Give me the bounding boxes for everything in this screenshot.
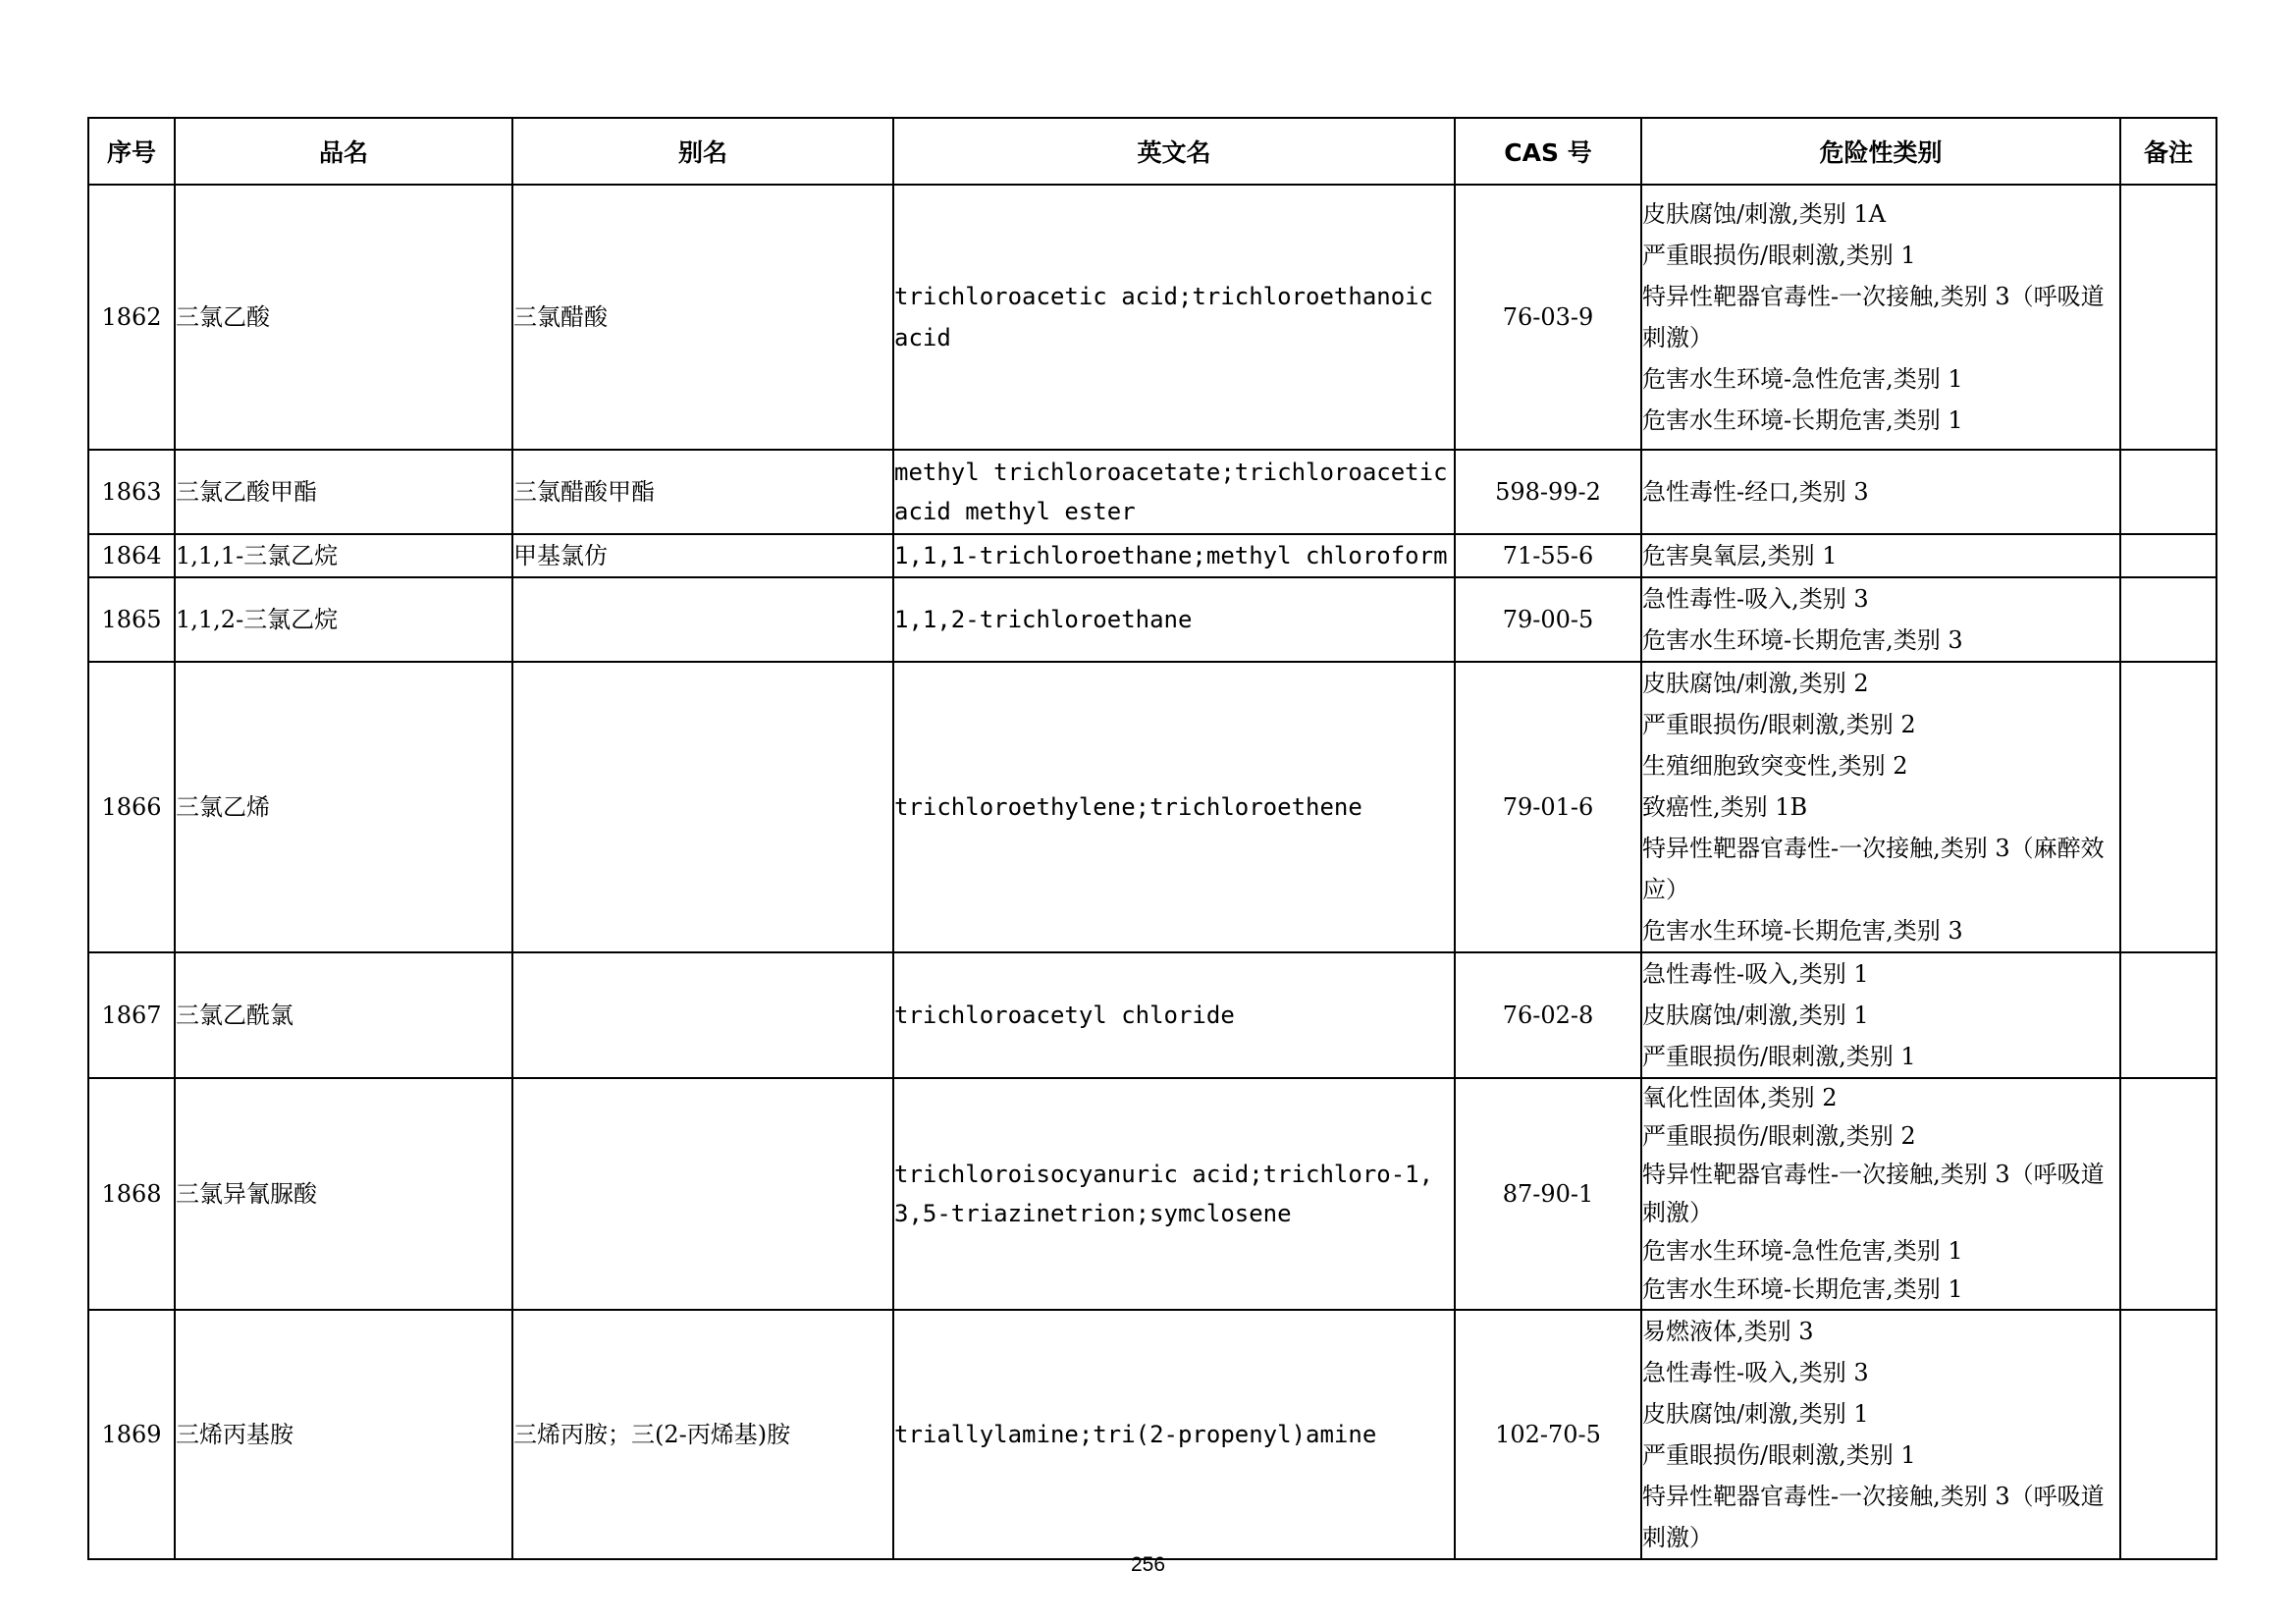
note-cell xyxy=(2120,1310,2216,1559)
alias-cell: 三氯醋酸 xyxy=(512,185,893,450)
hazard-item: 危害水生环境-长期危害,类别 3 xyxy=(1642,626,1963,654)
header-hazard-class: 危险性类别 xyxy=(1641,118,2120,185)
seq-cell: 1864 xyxy=(88,534,175,577)
hazard-cell xyxy=(1641,952,2120,1078)
seq-cell: 1862 xyxy=(88,185,175,450)
cas-cell: 71-55-6 xyxy=(1455,534,1641,577)
seq-cell: 1865 xyxy=(88,577,175,662)
table-row xyxy=(88,1310,2216,1559)
hazard-item: 危害水生环境-长期危害,类别 1 xyxy=(1642,1275,1963,1303)
hazard-item: 易燃液体,类别 3 xyxy=(1642,1318,1814,1345)
alias-cell xyxy=(512,662,893,952)
hazard-item: 特异性靶器官毒性-一次接触,类别 3（呼吸道刺激） xyxy=(1642,1483,2105,1551)
hazard-item: 急性毒性-吸入,类别 3 xyxy=(1642,585,1869,613)
note-cell xyxy=(2120,450,2216,534)
name-cell: 1,1,2-三氯乙烷 xyxy=(175,577,512,662)
cas-cell: 102-70-5 xyxy=(1455,1310,1641,1559)
seq-cell: 1868 xyxy=(88,1078,175,1310)
hazard-item: 急性毒性-吸入,类别 1 xyxy=(1642,960,1869,988)
hazard-item: 危害水生环境-急性危害,类别 1 xyxy=(1642,1237,1963,1265)
english-name-cell: 1,1,1-trichloroethane;methyl chloroform xyxy=(893,534,1455,577)
hazard-item: 急性毒性-经口,类别 3 xyxy=(1642,478,1869,506)
name-cell: 三氯乙酸甲酯 xyxy=(175,450,512,534)
alias-cell xyxy=(512,577,893,662)
table-row xyxy=(88,577,2216,662)
header-name: 品名 xyxy=(175,118,512,185)
hazard-item: 皮肤腐蚀/刺激,类别 1 xyxy=(1642,1400,1869,1428)
table-row xyxy=(88,450,2216,534)
hazard-item: 皮肤腐蚀/刺激,类别 1A xyxy=(1642,200,1886,228)
seq-cell: 1869 xyxy=(88,1310,175,1559)
hazard-item: 危害水生环境-长期危害,类别 3 xyxy=(1642,917,1963,945)
table-row xyxy=(88,1078,2216,1310)
name-cell: 三氯乙酸 xyxy=(175,185,512,450)
english-name-cell: trichloroisocyanuric acid;trichloro-1,3,5-triazinetrion;symclosene xyxy=(893,1078,1455,1310)
name-cell: 1,1,1-三氯乙烷 xyxy=(175,534,512,577)
table-row xyxy=(88,952,2216,1078)
header-row xyxy=(88,118,2216,185)
alias-cell xyxy=(512,1078,893,1310)
table-row xyxy=(88,662,2216,952)
alias-cell xyxy=(512,952,893,1078)
cas-cell: 79-00-5 xyxy=(1455,577,1641,662)
seq-cell: 1867 xyxy=(88,952,175,1078)
cas-cell: 79-01-6 xyxy=(1455,662,1641,952)
cas-cell: 76-03-9 xyxy=(1455,185,1641,450)
hazard-cell xyxy=(1641,534,2120,577)
cas-cell: 87-90-1 xyxy=(1455,1078,1641,1310)
english-name-cell: 1,1,2-trichloroethane xyxy=(893,577,1455,662)
hazard-item: 严重眼损伤/眼刺激,类别 1 xyxy=(1642,1043,1916,1070)
name-cell: 三氯乙烯 xyxy=(175,662,512,952)
english-name-cell: trichloroacetyl chloride xyxy=(893,952,1455,1078)
hazard-item: 特异性靶器官毒性-一次接触,类别 3（麻醉效应） xyxy=(1642,835,2105,903)
note-cell xyxy=(2120,185,2216,450)
hazard-item: 危害水生环境-长期危害,类别 1 xyxy=(1642,406,1963,434)
hazard-cell xyxy=(1641,662,2120,952)
hazard-cell xyxy=(1641,185,2120,450)
hazard-item: 危害水生环境-急性危害,类别 1 xyxy=(1642,365,1963,393)
table-row xyxy=(88,185,2216,450)
hazard-item: 特异性靶器官毒性-一次接触,类别 3（呼吸道刺激） xyxy=(1642,1161,2105,1226)
note-cell xyxy=(2120,1078,2216,1310)
cas-cell: 598-99-2 xyxy=(1455,450,1641,534)
note-cell xyxy=(2120,662,2216,952)
alias-cell: 甲基氯仿 xyxy=(512,534,893,577)
name-cell: 三氯乙酰氯 xyxy=(175,952,512,1078)
seq-cell: 1863 xyxy=(88,450,175,534)
cas-cell: 76-02-8 xyxy=(1455,952,1641,1078)
english-name-cell: triallylamine;tri(2-propenyl)amine xyxy=(893,1310,1455,1559)
hazard-item: 生殖细胞致突变性,类别 2 xyxy=(1642,752,1908,780)
hazard-cell xyxy=(1641,577,2120,662)
hazard-item: 严重眼损伤/眼刺激,类别 1 xyxy=(1642,1441,1916,1469)
header-note: 备注 xyxy=(2120,118,2216,185)
chemical-registry-table xyxy=(87,117,2217,1560)
table-row xyxy=(88,534,2216,577)
english-name-cell: methyl trichloroacetate;trichloroacetic acid methyl ester xyxy=(893,450,1455,534)
alias-cell: 三烯丙胺；三(2-丙烯基)胺 xyxy=(512,1310,893,1559)
header-alias: 别名 xyxy=(512,118,893,185)
header-english-name: 英文名 xyxy=(893,118,1455,185)
hazard-item: 皮肤腐蚀/刺激,类别 1 xyxy=(1642,1001,1869,1029)
hazard-cell xyxy=(1641,1078,2120,1310)
hazard-item: 严重眼损伤/眼刺激,类别 1 xyxy=(1642,242,1916,269)
hazard-cell xyxy=(1641,1310,2120,1559)
hazard-item: 致癌性,类别 1B xyxy=(1642,793,1808,821)
header-seq: 序号 xyxy=(88,118,175,185)
alias-cell: 三氯醋酸甲酯 xyxy=(512,450,893,534)
hazard-cell xyxy=(1641,450,2120,534)
header-cas: CAS 号 xyxy=(1455,118,1641,185)
page-number: 256 xyxy=(1130,1553,1166,1576)
hazard-item: 皮肤腐蚀/刺激,类别 2 xyxy=(1642,670,1869,697)
hazard-item: 氧化性固体,类别 2 xyxy=(1642,1084,1838,1111)
name-cell: 三氯异氰脲酸 xyxy=(175,1078,512,1310)
note-cell xyxy=(2120,952,2216,1078)
seq-cell: 1866 xyxy=(88,662,175,952)
name-cell: 三烯丙基胺 xyxy=(175,1310,512,1559)
english-name-cell: trichloroacetic acid;trichloroethanoic acid xyxy=(893,185,1455,450)
hazard-item: 急性毒性-吸入,类别 3 xyxy=(1642,1359,1869,1386)
english-name-cell: trichloroethylene;trichloroethene xyxy=(893,662,1455,952)
hazard-item: 危害臭氧层,类别 1 xyxy=(1642,542,1838,569)
hazard-item: 严重眼损伤/眼刺激,类别 2 xyxy=(1642,711,1916,738)
note-cell xyxy=(2120,577,2216,662)
note-cell xyxy=(2120,534,2216,577)
hazard-item: 严重眼损伤/眼刺激,类别 2 xyxy=(1642,1122,1916,1150)
hazard-item: 特异性靶器官毒性-一次接触,类别 3（呼吸道刺激） xyxy=(1642,283,2105,352)
